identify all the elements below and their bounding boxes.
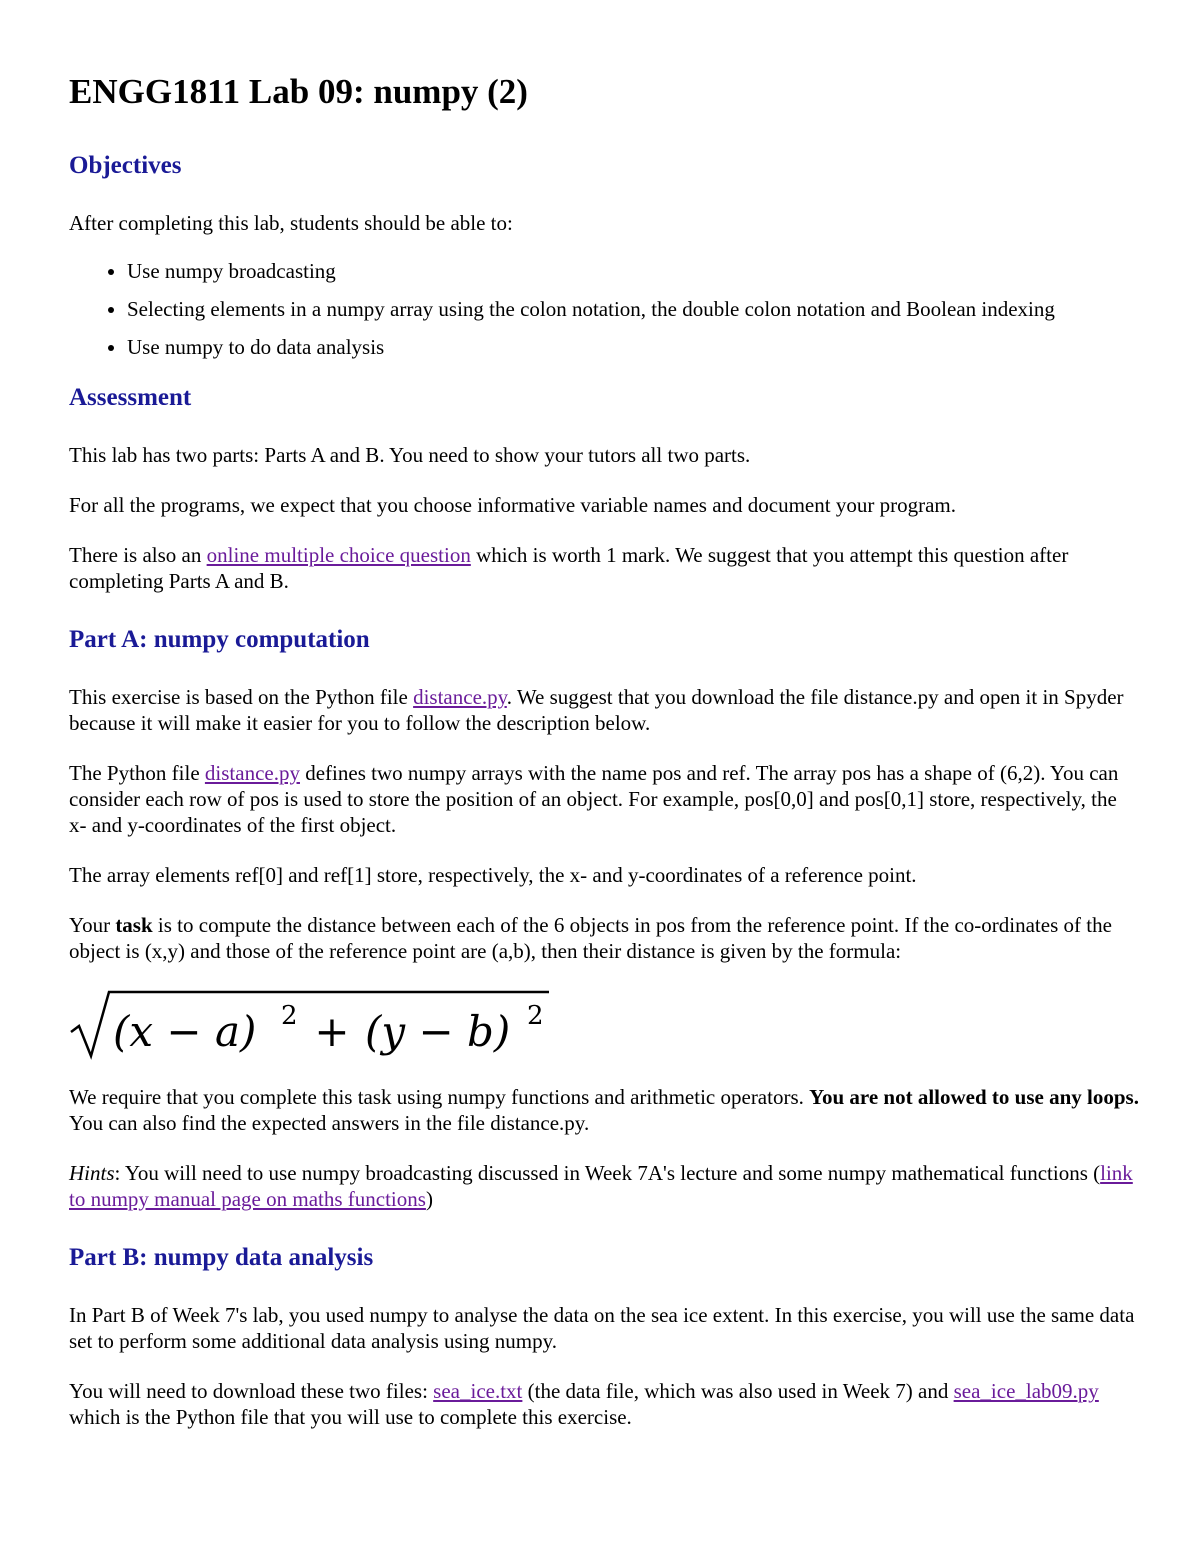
formula-plus: +: [301, 1007, 363, 1056]
text: Your: [69, 913, 116, 937]
text: which is worth 1 mark. We suggest that you attempt this question after completing Parts A and B.: [69, 543, 1069, 593]
text: There is also an: [69, 543, 207, 567]
text: ): [425, 1187, 433, 1211]
part-b-heading: Part B: numpy data analysis: [69, 1244, 374, 1271]
objectives-heading: Objectives: [69, 152, 182, 179]
text: You will need to download these two files:: [69, 1379, 434, 1403]
assessment-paragraph: [69, 542, 1139, 594]
formula-exponent-2: 2: [527, 1001, 544, 1031]
objectives-list: [69, 258, 1139, 360]
text: is to compute the distance between each of the 6 objects in pos from the reference point. If the co-ordinates of the object is (x,y) and those of the reference point are (a,b), then their distance is given by the formula:: [69, 913, 1112, 963]
distance-formula: [69, 986, 1139, 1064]
distance-py-link[interactable]: distance.py: [413, 685, 507, 709]
numpy-maths-link[interactable]: link to numpy manual page on maths functions: [69, 1161, 1133, 1211]
mcq-link[interactable]: online multiple choice question: [206, 543, 471, 567]
bold-text: You are not allowed to use any loops.: [809, 1085, 1139, 1109]
part-b-paragraph: [69, 1378, 1139, 1430]
formula-graphic: [69, 986, 569, 1064]
part-a-paragraph: [69, 684, 1139, 736]
italic-text: Hints: [69, 1161, 115, 1185]
part-a-paragraph: [69, 760, 1139, 838]
list-item: • Use numpy to do data analysis: [127, 334, 1139, 360]
bold-text: task: [115, 913, 153, 937]
part-b-paragraph: In Part B of Week 7's lab, you used numpy to analyse the data on the sea ice extent. In this exercise, you will use the same data set to perform some additional data analysis using numpy.: [69, 1303, 1135, 1353]
part-a-heading: Part A: numpy computation: [69, 626, 370, 653]
assessment-paragraph: This lab has two parts: Parts A and B. You need to show your tutors all two parts.: [69, 443, 751, 467]
distance-py-link[interactable]: distance.py: [204, 761, 300, 785]
objectives-intro: After completing this lab, students should be able to:: [69, 211, 513, 235]
assessment-heading: Assessment: [69, 384, 192, 411]
formula-exponent-1: 2: [281, 1001, 298, 1031]
list-item: • Use numpy broadcasting: [127, 258, 1139, 284]
part-a-paragraph: [69, 1084, 1139, 1136]
text: : You will need to use numpy broadcasting discussed in Week 7A's lecture and some numpy mathematical functions (: [114, 1161, 1101, 1185]
text: which is the Python file that you will use to complete this exercise.: [69, 1405, 632, 1429]
part-a-paragraph: The array elements ref[0] and ref[1] store, respectively, the x- and y-coordinates of a reference point.: [69, 863, 917, 887]
formula-term-1: (x − a): [113, 1007, 257, 1056]
assessment-paragraph: For all the programs, we expect that you choose informative variable names and document your program.: [69, 493, 956, 517]
part-a-paragraph: [69, 912, 1139, 964]
text: defines two numpy arrays with the name pos and ref. The array pos has a shape of (6,2). You can consider each row of pos is used to store the position of an object. For example, pos[0,0] and pos[0,1] store, respectively, the x- and y-coordinates of the first object.: [69, 761, 1119, 837]
sea-ice-txt-link[interactable]: sea_ice.txt: [433, 1379, 523, 1403]
formula-term-2: (y − b): [365, 1007, 511, 1056]
text: The Python file: [69, 761, 205, 785]
text: You can also find the expected answers in the file distance.py.: [69, 1111, 590, 1135]
text: (the data file, which was also used in Week 7) and: [522, 1379, 954, 1403]
document: [69, 62, 1139, 1430]
text: . We suggest that you download the file distance.py and open it in Spyder because it will make it easier for you to follow the description below.: [69, 685, 1124, 735]
list-item: • Selecting elements in a numpy array using the colon notation, the double colon notation and Boolean indexing: [127, 296, 1139, 322]
page-title: ENGG1811 Lab 09: numpy (2): [69, 72, 528, 111]
text: This exercise is based on the Python file: [69, 685, 414, 709]
part-a-paragraph: [69, 1160, 1139, 1212]
text: We require that you complete this task using numpy functions and arithmetic operators.: [69, 1085, 810, 1109]
sea-ice-lab09-link[interactable]: sea_ice_lab09.py: [953, 1379, 1099, 1403]
